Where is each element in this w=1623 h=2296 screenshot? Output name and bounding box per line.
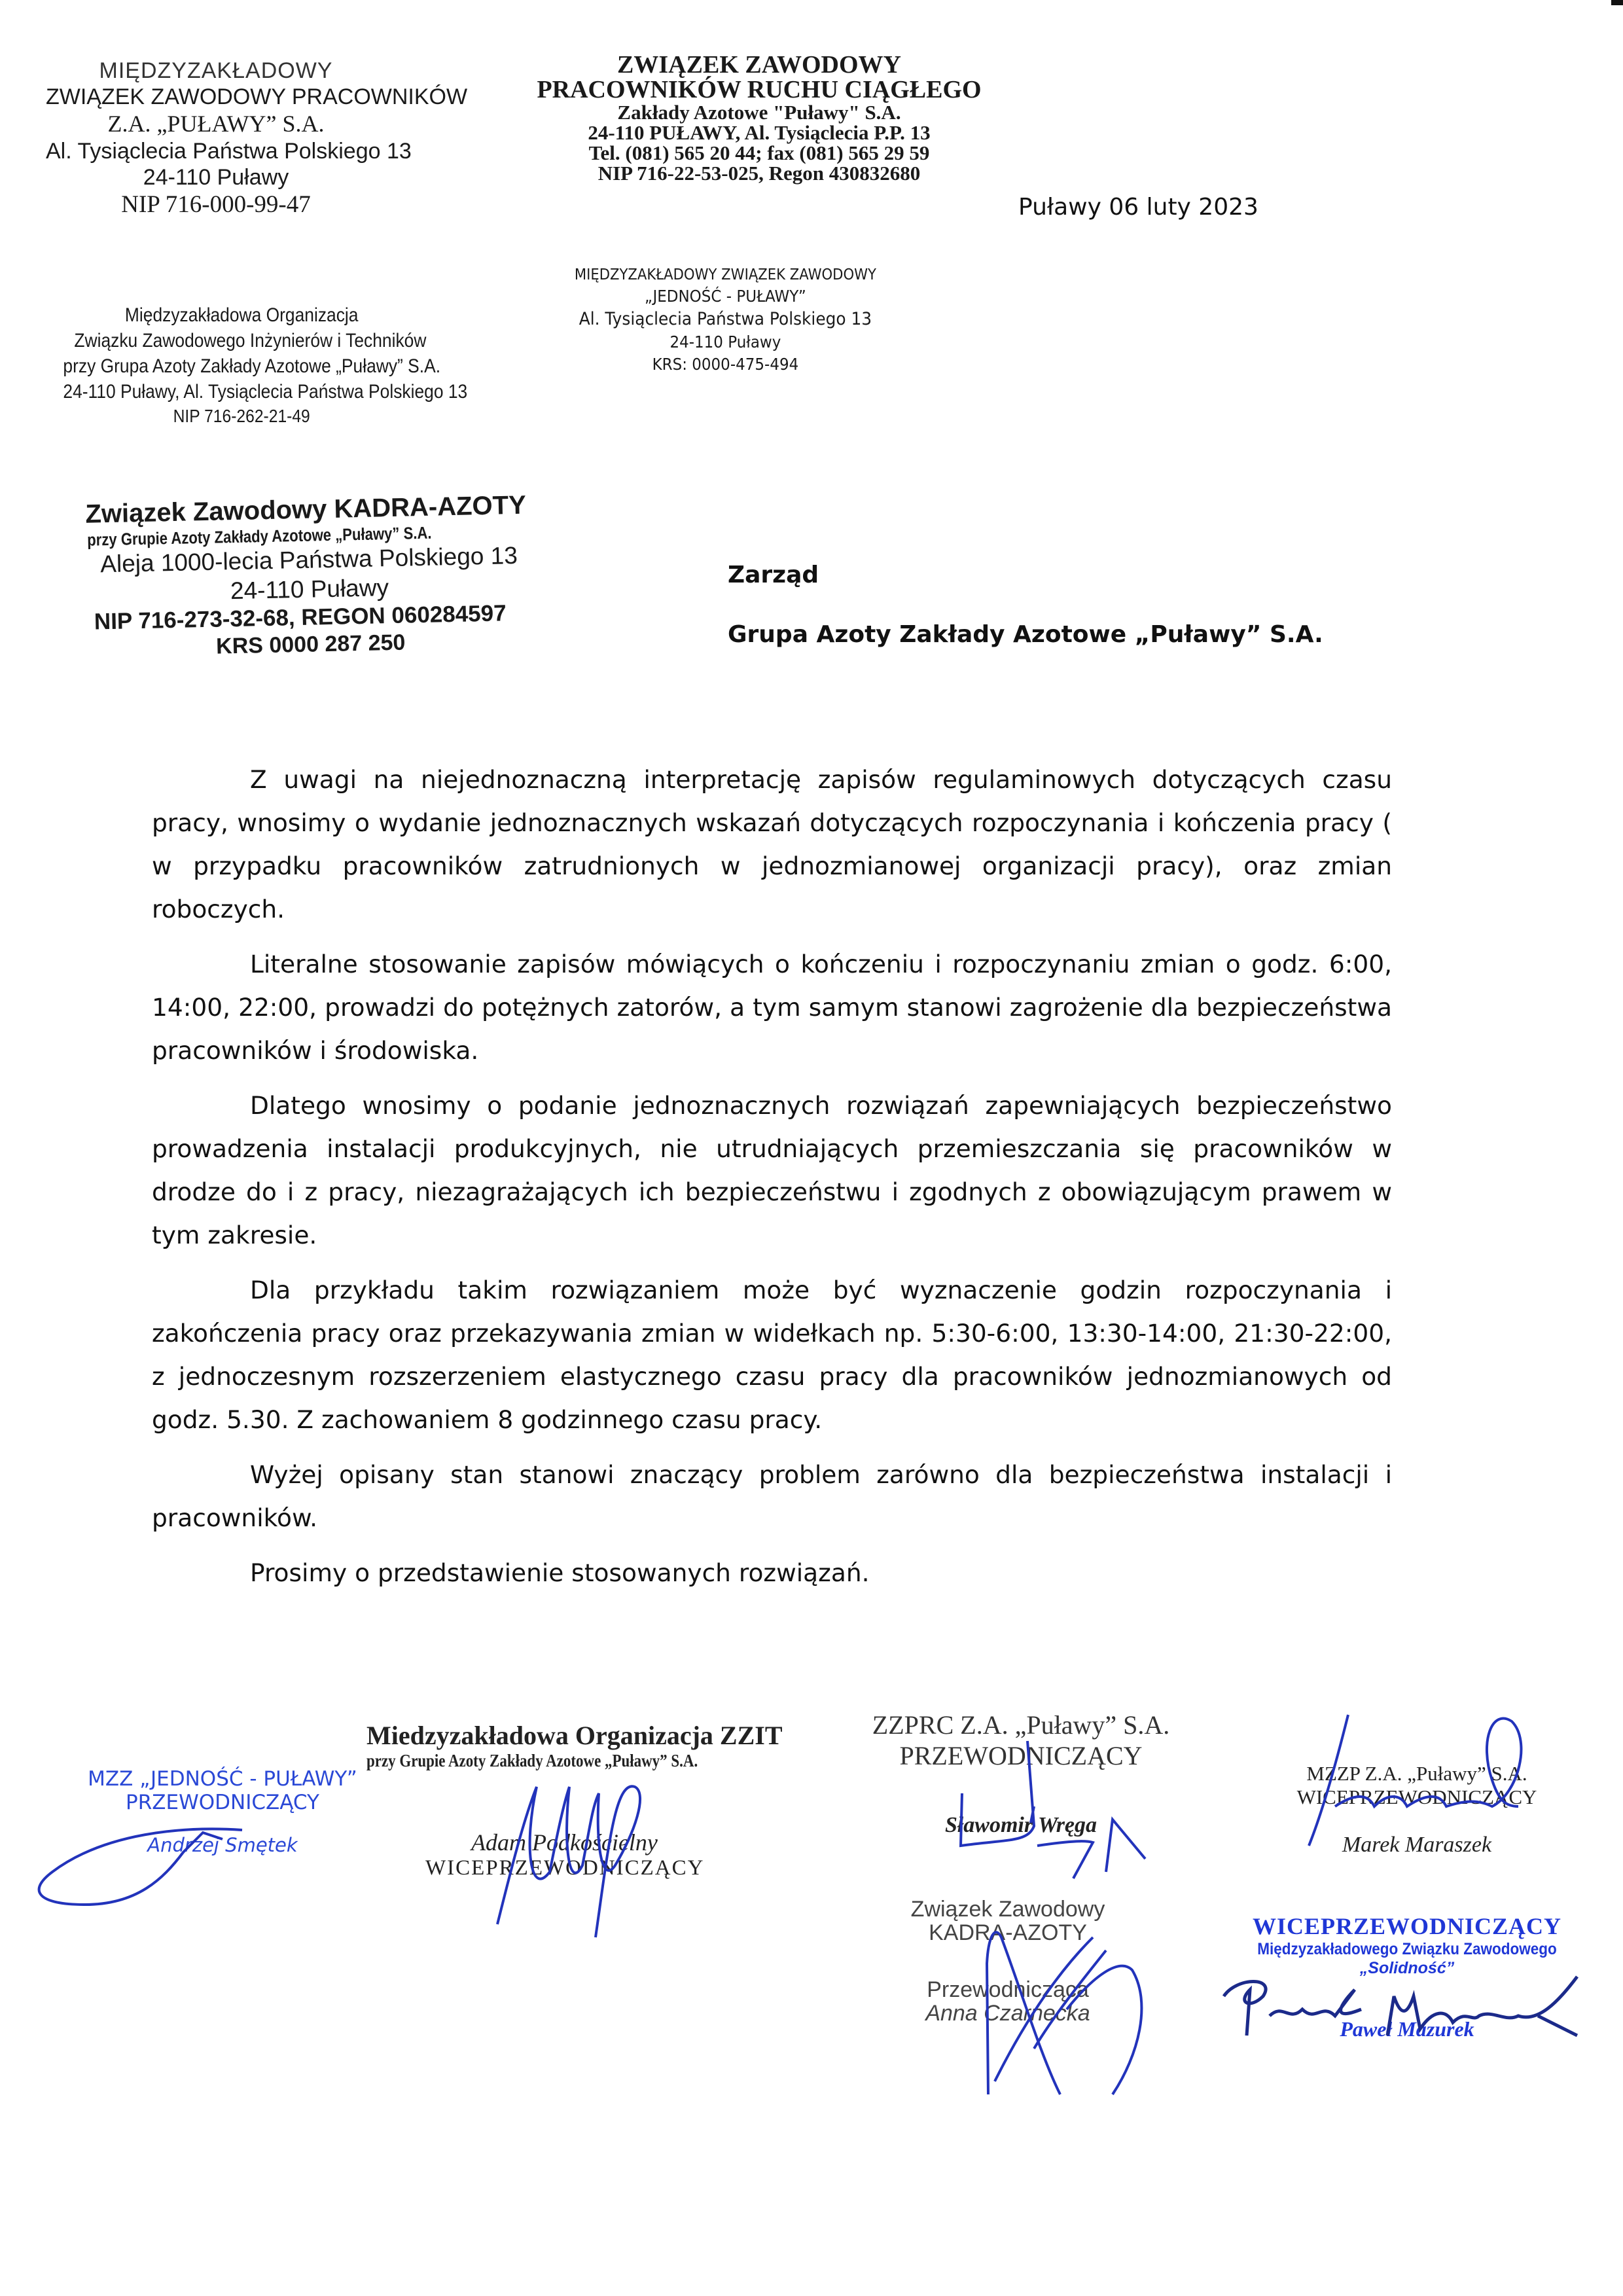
signature-name: Paweł Mazurek bbox=[1340, 2017, 1474, 2041]
stamp-line: 24-110 Puławy bbox=[669, 332, 781, 352]
addressee-line: Zarząd bbox=[728, 562, 819, 588]
signature-name: Andrzej Smętek bbox=[147, 1834, 298, 1856]
stamp-line: Związek Zawodowy KADRA-AZOTY bbox=[85, 490, 527, 529]
stamp-line: „JEDNOŚĆ - PUŁAWY” bbox=[645, 287, 806, 306]
signature-role: WICEPRZEWODNICZĄCY bbox=[425, 1856, 705, 1880]
signature-name: Anna Czarnecka bbox=[925, 2001, 1090, 2026]
stamp-jednosc bbox=[563, 265, 888, 376]
stamp-line: Z.A. „PUŁAWY” S.A. bbox=[107, 111, 325, 137]
signature-org: ZZPRC Z.A. „Puławy” S.A. bbox=[872, 1710, 1170, 1740]
stamp-line: Al. Tysiąclecia Państwa Polskiego 13 bbox=[579, 308, 872, 329]
stamp-line: 24-110 PUŁAWY, Al. Tysiąclecia P.P. 13 bbox=[588, 121, 931, 144]
signature-name: Marek Maraszek bbox=[1342, 1833, 1492, 1857]
handwritten-signature-icon bbox=[1296, 1702, 1558, 1852]
body-paragraph: Dla przykładu takim rozwiązaniem może być wyznaczenie godzin rozpoczynania i zakończenia pracy oraz przekazywania zmian w widełkach np. 5:30-6:00, 13:30-14:00, 21:30-22:00, z jednoczesnym rozszerzeniem elastycznego czasu pracy dla pracowników jednozmianowych od godz. 5.30. Z zachowaniem 8 godzinnego czasu pracy. bbox=[152, 1276, 1392, 1434]
signature-name: Sławomir Wręga bbox=[944, 1813, 1097, 1837]
signature-role: Przewodnicząca bbox=[927, 1977, 1089, 2003]
stamp-line: NIP 716-000-99-47 bbox=[121, 190, 311, 218]
stamp-line: 24-110 Puławy bbox=[143, 164, 289, 190]
handwritten-signature-icon bbox=[26, 1806, 288, 1911]
body-paragraph: Dlatego wnosimy o podanie jednoznacznych rozwiązań zapewniających bezpieczeństwo prowadzenia instalacji produkcyjnych, nie utrudniających przemieszczania się pracowników w drodze do i z pracy, niezagrażających ich bezpieczeństwu i zgodnych z obowiązującym prawem w tym zakresie. bbox=[152, 1091, 1392, 1249]
stamp-line: Aleja 1000-lecia Państwa Polskiego 13 bbox=[99, 542, 518, 578]
stamp-mozzit bbox=[46, 302, 468, 428]
stamp-line: Międzyzakładowa Organizacja bbox=[124, 304, 359, 326]
scan-corner-mark bbox=[1611, 0, 1623, 5]
letter-date: Puławy 06 luty 2023 bbox=[1018, 194, 1258, 221]
stamp-line: przy Grupie Azoty Zakłady Azotowe „Puławy” S.A. bbox=[86, 522, 432, 550]
handwritten-signature-icon bbox=[1211, 1964, 1590, 2042]
addressee-line: Grupa Azoty Zakłady Azotowe „Puławy” S.A. bbox=[728, 621, 1323, 648]
stamp-line: 24-110 Puławy bbox=[230, 573, 389, 604]
stamp-line: ZWIĄZEK ZAWODOWY PRACOWNIKÓW bbox=[46, 84, 468, 110]
stamp-kadra-azoty bbox=[79, 489, 540, 662]
stamp-zzprc bbox=[524, 52, 995, 183]
signature-org: Międzyzakładowego Związku Zawodowego bbox=[1257, 1940, 1557, 1958]
signature-org: KADRA-AZOTY bbox=[929, 1920, 1087, 1945]
stamp-line: PRACOWNIKÓW RUCHU CIĄGŁEGO bbox=[537, 76, 982, 103]
signature-role: WICEPRZEWODNICZĄCY bbox=[1252, 1913, 1562, 1939]
stamp-line: Związku Zawodowego Inżynierów i Techników bbox=[74, 330, 427, 351]
stamp-line: Zakłady Azotowe "Puławy" S.A. bbox=[617, 101, 901, 124]
handwritten-signature-icon bbox=[969, 1885, 1178, 2101]
signature-role: PRZEWODNICZĄCY bbox=[899, 1741, 1143, 1770]
stamp-line: NIP 716-22-53-025, Regon 430832680 bbox=[597, 162, 921, 185]
signature-org: MZZ „JEDNOŚĆ - PUŁAWY” bbox=[88, 1767, 357, 1791]
signature-role: PRZEWODNICZĄCY bbox=[126, 1791, 319, 1814]
addressee-block bbox=[728, 562, 1323, 648]
body-paragraph: Wyżej opisany stan stanowi znaczący problem zarówno dla bezpieczeństwa instalacji i pracowników. bbox=[152, 1460, 1392, 1532]
signature-org: Związek Zawodowy bbox=[910, 1897, 1105, 1922]
handwritten-signature-icon bbox=[484, 1767, 654, 1944]
body-paragraph: Z uwagi na niejednoznaczną interpretację zapisów regulaminowych dotyczących czasu pracy, wnosimy o wydanie jednoznacznych wskazań dotyczących rozpoczynania i kończenia pracy ( w przypadku pracowników zatrudnionych w jednozmianowej organizacji pracy), oraz zmian roboczych. bbox=[152, 765, 1392, 924]
stamp-line: Tel. (081) 565 20 44; fax (081) 565 29 59 bbox=[588, 141, 930, 164]
stamp-line: NIP 716-262-21-49 bbox=[173, 406, 310, 426]
signature-org-sub: przy Grupie Azoty Zakłady Azotowe „Puławy” S.A. bbox=[366, 1751, 698, 1770]
stamp-line: 24-110 Puławy, Al. Tysiąclecia Państwa Polskiego 13 bbox=[63, 381, 468, 403]
stamp-line: Al. Tysiąclecia Państwa Polskiego 13 bbox=[46, 138, 412, 164]
signature-name: Adam Podkościelny bbox=[471, 1829, 658, 1856]
signature-role: WICEPRZEWODNICZĄCY bbox=[1296, 1785, 1537, 1808]
signature-org: „Solidność” bbox=[1359, 1959, 1455, 1977]
body-paragraph: Literalne stosowanie zapisów mówiących o kończeniu i rozpoczynaniu zmian o godz. 6:00, 14:00, 22:00, prowadzi do potężnych zatorów, a tym samym stanowi zagrożenie dla bezpieczeństwa pracowników i środowiska. bbox=[152, 950, 1392, 1065]
stamp-line: MIĘDZYZAKŁADOWY ZWIĄZEK ZAWODOWY bbox=[574, 266, 876, 283]
stamp-line: KRS: 0000-475-494 bbox=[652, 354, 799, 374]
handwritten-signature-icon bbox=[929, 1728, 1204, 1911]
stamp-line: ZWIĄZEK ZAWODOWY bbox=[617, 51, 901, 79]
stamp-line: MIĘDZYZAKŁADOWY bbox=[99, 58, 333, 83]
signature-org: MZZP Z.A. „Puławy” S.A. bbox=[1306, 1762, 1527, 1785]
stamp-line: NIP 716-273-32-68, REGON 060284597 bbox=[94, 600, 507, 635]
body-paragraph: Prosimy o przedstawienie stosowanych rozwiązań. bbox=[250, 1558, 870, 1587]
stamp-line: przy Grupa Azoty Zakłady Azotowe „Puławy” S.A. bbox=[63, 355, 441, 377]
stamp-mzzp bbox=[46, 58, 468, 219]
stamp-line: KRS 0000 287 250 bbox=[215, 630, 406, 659]
letter-body bbox=[152, 758, 1392, 1606]
signature-org: Miedzyzakładowa Organizacja ZZIT bbox=[366, 1721, 783, 1750]
